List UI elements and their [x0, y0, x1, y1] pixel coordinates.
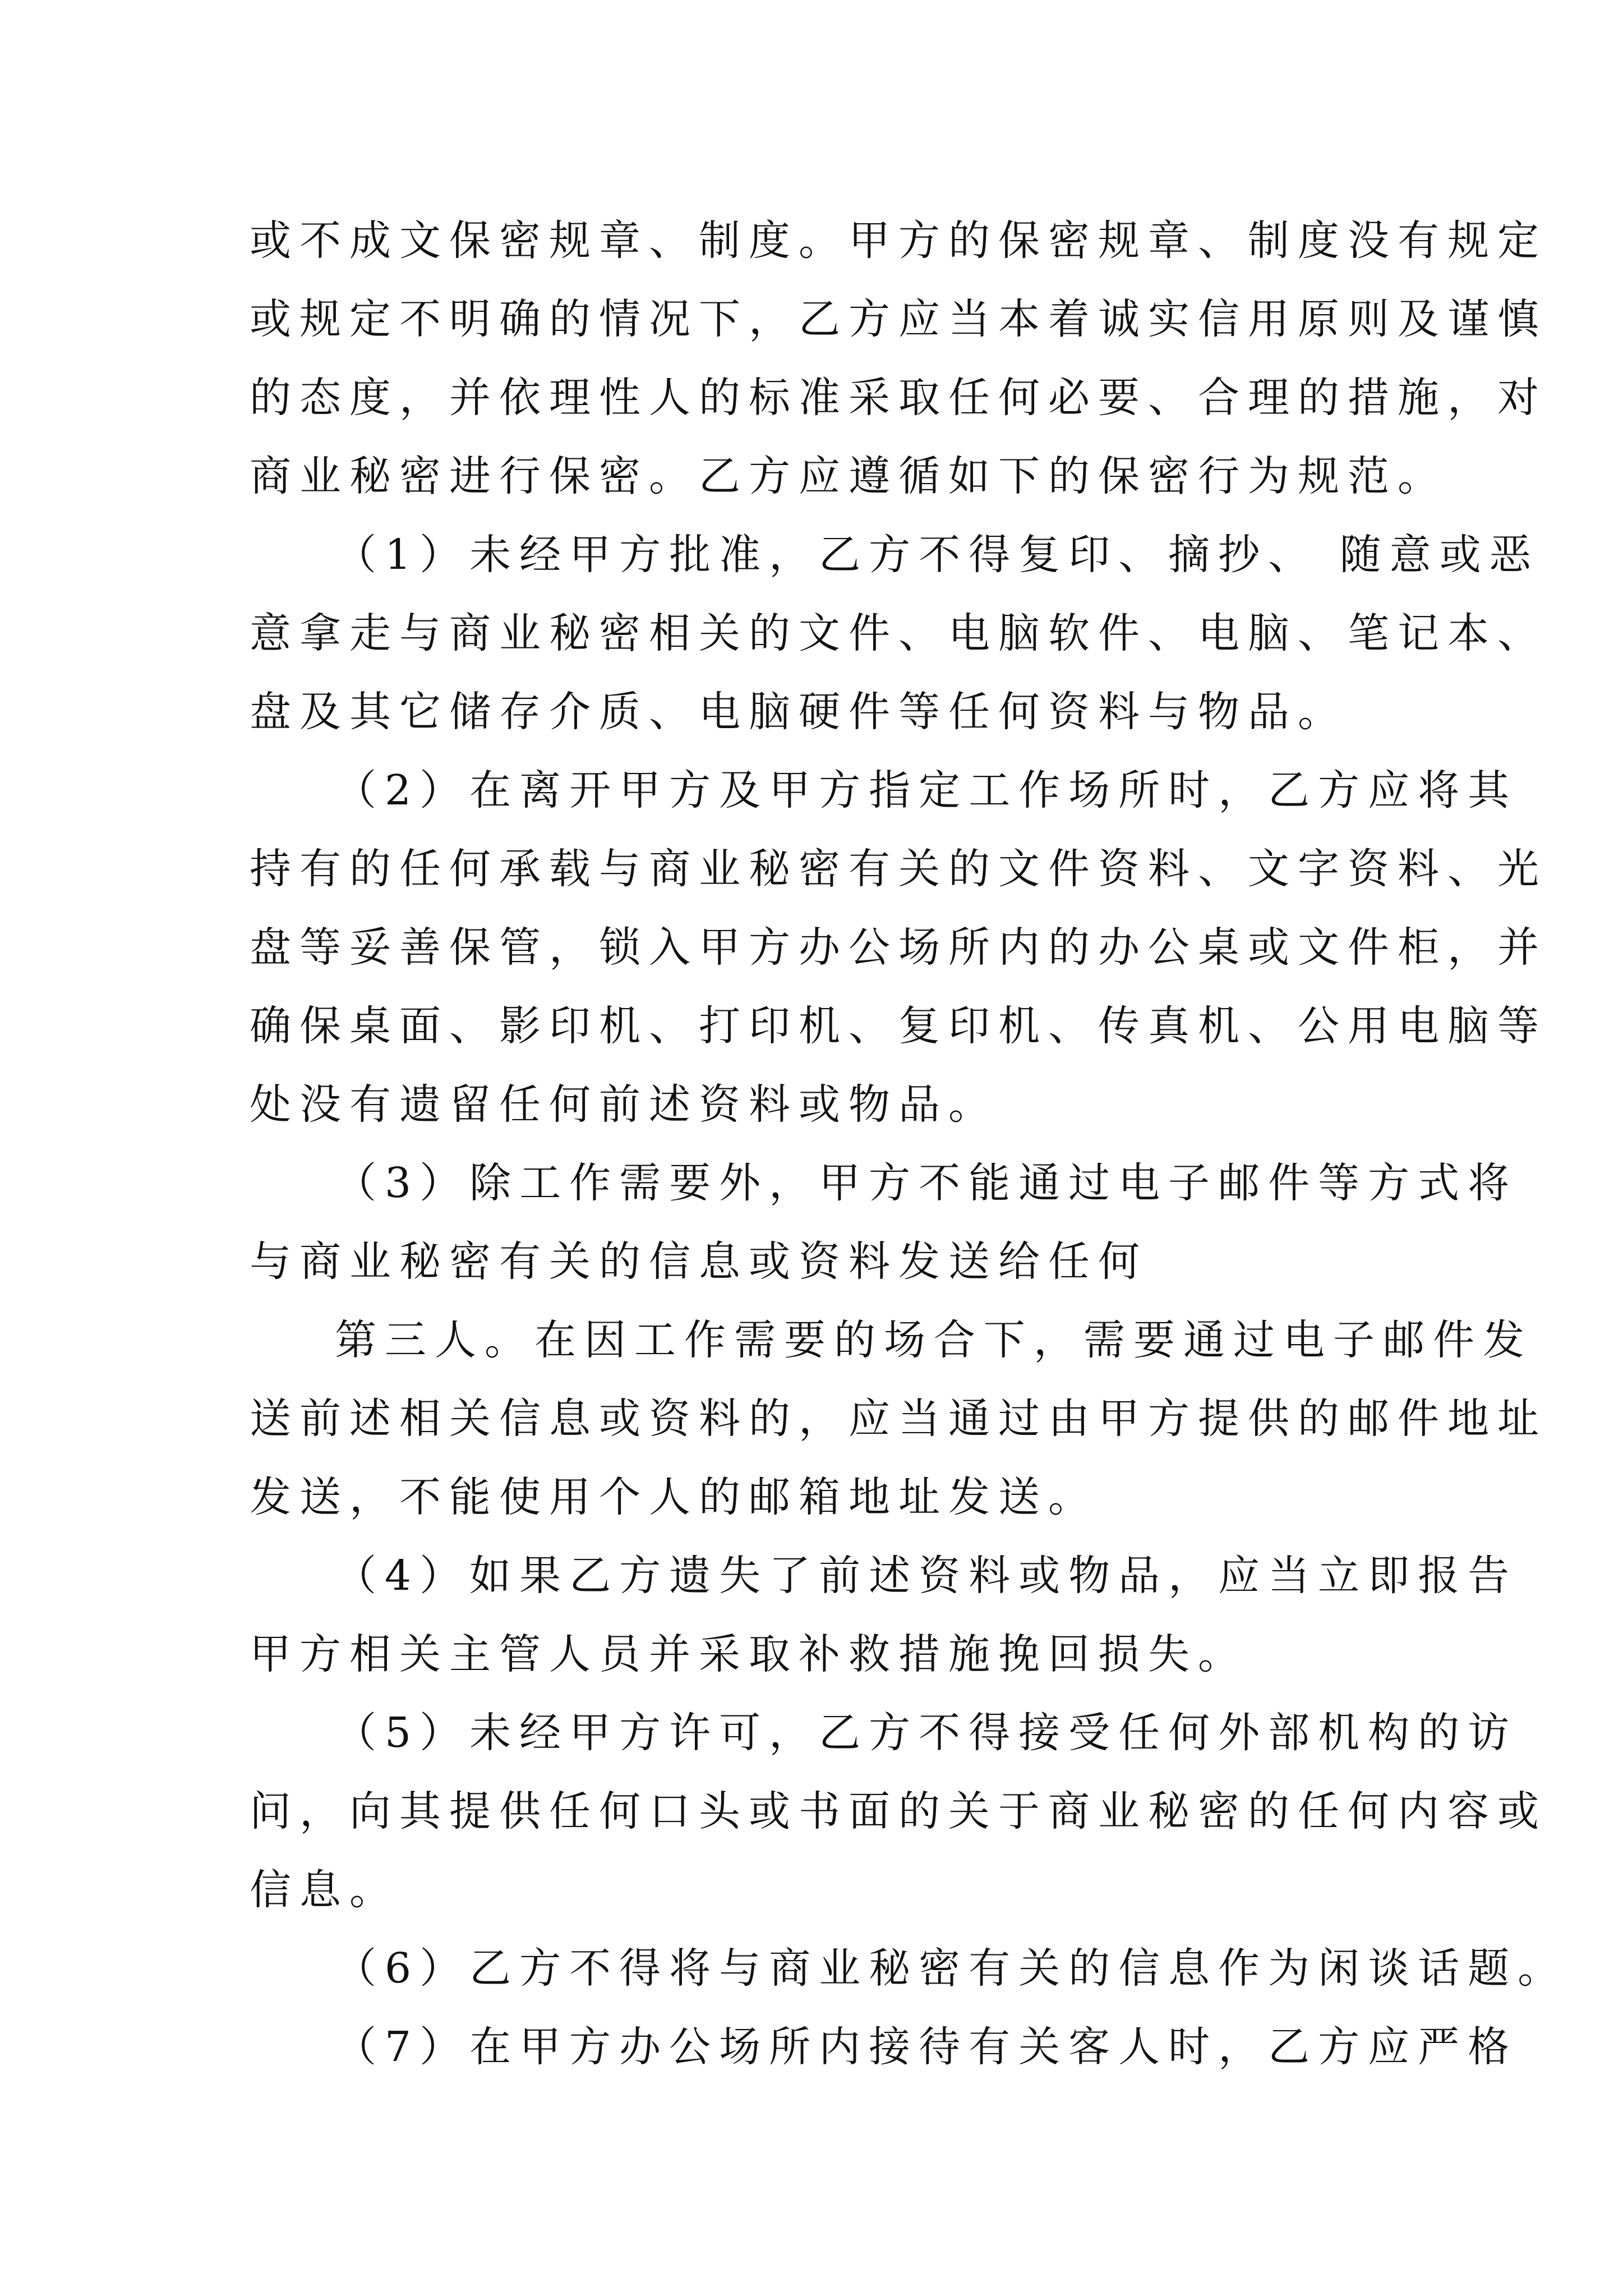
text-line: 信息。	[250, 1866, 399, 1914]
text-line: 发送，不能使用个人的邮箱地址发送。	[250, 1473, 1098, 1521]
text-line: 确保桌面、影印机、打印机、复印机、传真机、公用电脑等	[250, 1002, 1547, 1050]
text-line: 第三人。在因工作需要的场合下，需要通过电子邮件发	[335, 1316, 1533, 1364]
text-line: （6）乙方不得将与商业秘密有关的信息作为闲谈话题。	[335, 1944, 1568, 1993]
text-line: 问，向其提供任何口头或书面的关于商业秘密的任何内容或	[250, 1787, 1547, 1835]
text-line: 甲方相关主管人员并采取补救措施挽回损失。	[250, 1630, 1248, 1678]
text-line: 或不成文保密规章、制度。甲方的保密规章、制度没有规定	[250, 217, 1547, 265]
text-line: 盘等妥善保管，锁入甲方办公场所内的办公桌或文件柜，并	[250, 923, 1547, 972]
text-line: （5）未经甲方许可，乙方不得接受任何外部机构的访	[335, 1709, 1518, 1757]
text-line: （3）除工作需要外，甲方不能通过电子邮件等方式将	[335, 1159, 1518, 1207]
text-line: 商业秘密进行保密。乙方应遵循如下的保密行为规范。	[250, 452, 1447, 500]
text-line: 的态度，并依理性人的标准采取任何必要、合理的措施，对	[250, 374, 1547, 422]
text-line: 送前述相关信息或资料的，应当通过由甲方提供的邮件地址	[250, 1395, 1547, 1443]
text-line: （2）在离开甲方及甲方指定工作场所时，乙方应将其	[335, 766, 1518, 815]
text-line: 持有的任何承载与商业秘密有关的文件资料、文字资料、光	[250, 845, 1547, 893]
text-line: 盘及其它储存介质、电脑硬件等任何资料与物品。	[250, 688, 1348, 736]
text-line: 意拿走与商业秘密相关的文件、电脑软件、电脑、笔记本、	[250, 609, 1547, 657]
text-line: （7）在甲方办公场所内接待有关客人时，乙方应严格	[335, 2023, 1518, 2071]
text-line: 或规定不明确的情况下，乙方应当本着诚实信用原则及谨慎	[250, 295, 1547, 343]
text-line: （4）如果乙方遗失了前述资料或物品，应当立即报告	[335, 1552, 1518, 1600]
text-line: （1）未经甲方批准，乙方不得复印、摘抄、 随意或恶	[335, 531, 1539, 579]
text-line: 与商业秘密有关的信息或资料发送给任何	[250, 1237, 1148, 1286]
text-line: 处没有遗留任何前述资料或物品。	[250, 1080, 998, 1129]
